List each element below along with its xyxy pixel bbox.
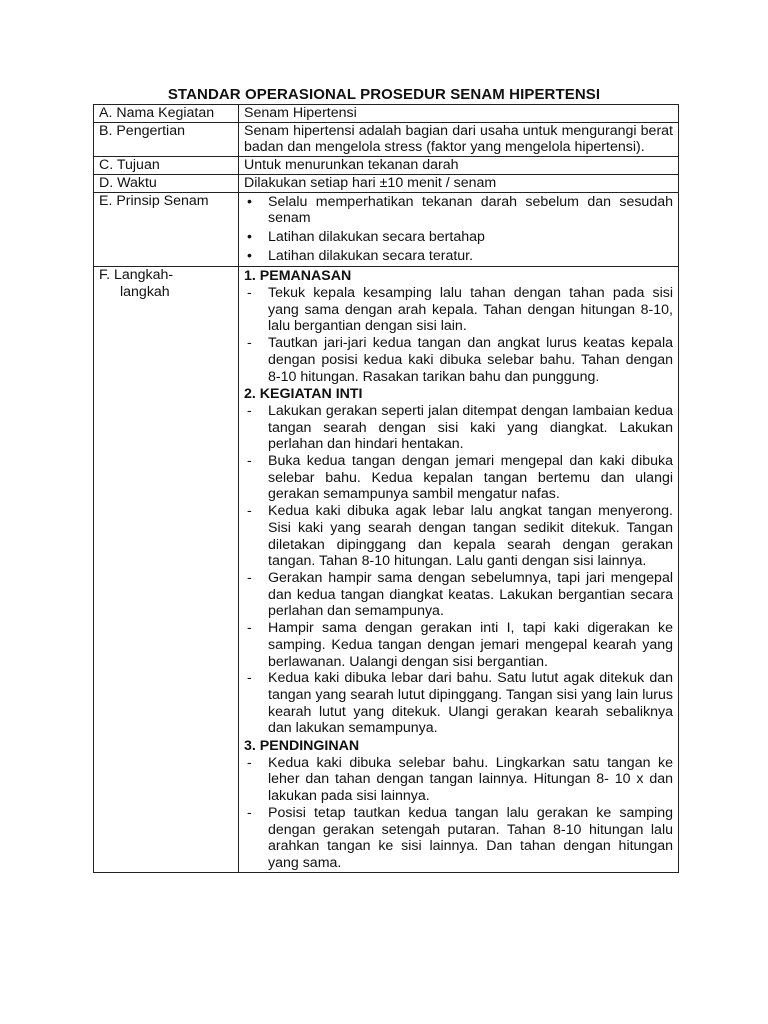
step-list	[244, 403, 673, 737]
row-label: D. Waktu	[94, 174, 239, 192]
row-content: Senam hipertensi adalah bagian dari usaha untuk mengurangi berat badan dan mengelola stress (faktor yang mengelola hipertensi).	[239, 122, 679, 156]
table-row	[94, 105, 679, 123]
document-title: STANDAR OPERASIONAL PROSEDUR SENAM HIPERTENSI	[167, 86, 601, 103]
section-heading: 1. PEMANASAN	[244, 268, 352, 285]
row-label: C. Tujuan	[94, 157, 239, 175]
row-content	[239, 192, 679, 267]
section-heading: 3. PENDINGINAN	[244, 738, 360, 755]
list-item: • Latihan dilakukan secara teratur.	[244, 248, 673, 265]
row-content: Senam Hipertensi	[239, 105, 679, 123]
list-item: • Latihan dilakukan secara bertahap	[244, 229, 673, 246]
list-item: - Hampir sama dengan gerakan inti I, tapi kaki digerakan ke samping. Kedua tangan dengan jemari mengepal kearah yang berlawanan. Ualangi dengan sisi bergantian.	[244, 620, 673, 670]
sop-table	[93, 104, 679, 873]
list-item: - Kedua kaki dibuka agak lebar lalu angkat tangan menyerong. Sisi kaki yang searah dengan tangan sedikit ditekuk. Tangan diletakan dipinggang dan kepala searah dengan gerakan tangan. Tahan 8-10 hitungan. Lalu ganti dengan sisi lainnya.	[244, 503, 673, 570]
table-row	[94, 157, 679, 175]
section-heading: 2. KEGIATAN INTI	[244, 386, 363, 403]
table-row	[94, 192, 679, 267]
row-label: B. Pengertian	[94, 122, 239, 156]
list-item: - Buka kedua tangan dengan jemari mengepal dan kaki dibuka selebar bahu. Kedua kepalan tangan bertemu dan ulangi gerakan semampunya sambil mengatur nafas.	[244, 453, 673, 503]
list-item: - Tekuk kepala kesamping lalu tahan dengan tahan pada sisi yang sama dengan arah kepala. Tahan dengan hitungan 8-10, lalu bergantian dengan sisi lain.	[244, 285, 673, 335]
step-list	[244, 285, 673, 385]
list-item: - Lakukan gerakan seperti jalan ditempat dengan lambaian kedua tangan searah dengan sisi kaki yang diangkat. Lakukan perlahan dan hindari hentakan.	[244, 403, 673, 453]
list-item: - Kedua kaki dibuka selebar bahu. Lingkarkan satu tangan ke leher dan tahan dengan tangan lainnya. Hitungan 8- 10 x dan lakukan pada sisi lainnya.	[244, 755, 673, 805]
row-content	[239, 267, 679, 872]
row-label-line: langkah	[120, 284, 170, 301]
step-list	[244, 755, 673, 872]
row-label-line: F. Langkah-	[99, 267, 174, 284]
list-item: - Posisi tetap tautkan kedua tangan lalu gerakan ke samping dengan gerakan setengah putaran. Tahan 8-10 hitungan lalu arahkan tangan ke sisi lainnya. Dan tahan dengan hitungan yang sama.	[244, 805, 673, 872]
row-content: Untuk menurunkan tekanan darah	[239, 157, 679, 175]
table-row	[94, 122, 679, 156]
list-item: - Kedua kaki dibuka lebar dari bahu. Satu lutut agak ditekuk dan tangan yang searah lutut dipinggang. Tangan sisi yang lain lurus kearah lutut yang ditekuk. Ulangi gerakan kearah sebaliknya dan lakukan semampunya.	[244, 670, 673, 737]
list-item: - Gerakan hampir sama dengan sebelumnya, tapi jari mengepal dan kedua tangan diangkat keatas. Lakukan bergantian secara perlahan dan semampunya.	[244, 570, 673, 620]
row-content: Dilakukan setiap hari ±10 menit / senam	[239, 174, 679, 192]
table-row	[94, 174, 679, 192]
list-item: - Tautkan jari-jari kedua tangan dan angkat lurus keatas kepala dengan posisi kedua kaki dibuka selebar bahu. Tahan dengan 8-10 hitungan. Rasakan tarikan bahu dan punggung.	[244, 335, 673, 385]
row-label: E. Prinsip Senam	[94, 192, 239, 267]
row-label	[94, 267, 239, 872]
list-item: • Selalu memperhatikan tekanan darah sebelum dan sesudah senam	[244, 194, 673, 227]
principle-list	[244, 194, 673, 265]
table-row	[94, 267, 679, 872]
row-label: A. Nama Kegiatan	[94, 105, 239, 123]
